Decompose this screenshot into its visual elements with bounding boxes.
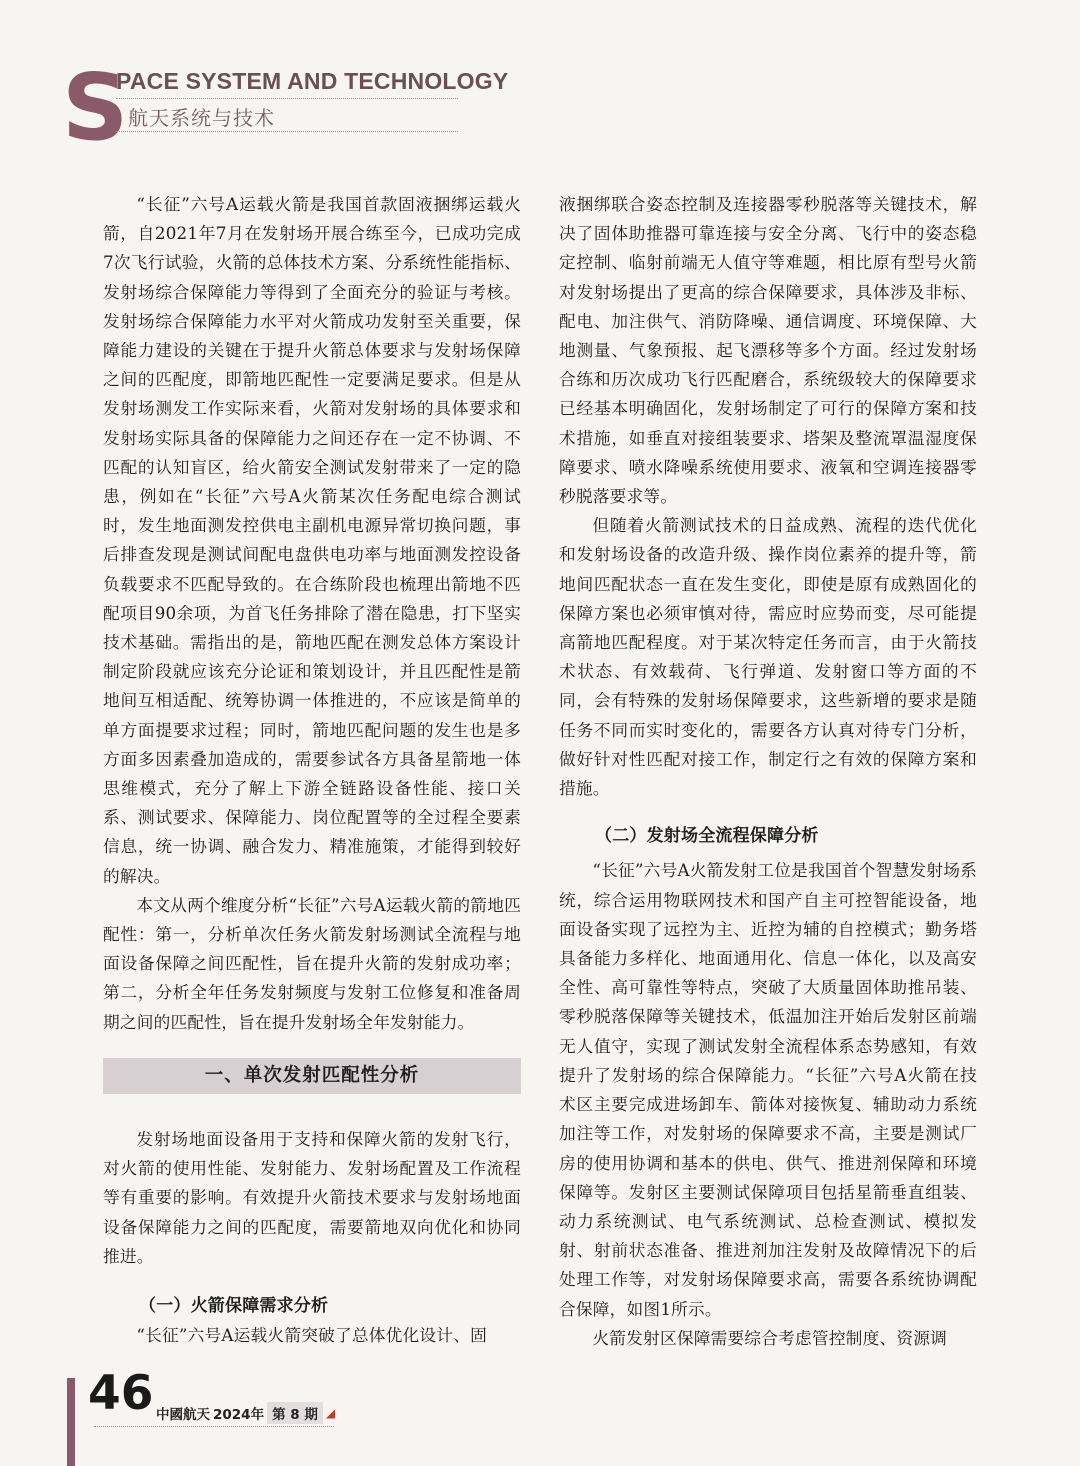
subsection-heading: （二）发射场全流程保障分析: [595, 826, 819, 847]
page-number: 46: [88, 1366, 154, 1421]
paragraph: 液捆绑联合姿态控制及连接器零秒脱落等关键技术，解决了固体助推器可靠连接与安全分离、飞行中的姿态稳定控制、临射前端无人值守等难题，相比原有型号火箭对发射场提出了更高的综合保障要求，具体涉及非标、配电、加注供气、消防降噪、通信调度、环境保障、大地测量、气象预报、起飞漂移等多个方面。经过发射场合练和历次成功飞行匹配磨合，系统级较大的保障要求已经基本明确固化，发射场制定了可行的保障方案和技术措施，如垂直对接组装要求、塔架及整流罩温湿度保障要求、喷水降噪系统使用要求、液氧和空调连接器零秒脱落要求等。: [559, 194, 977, 507]
subsection-heading: （一）火箭保障需求分析: [139, 1295, 329, 1316]
footer-accent-bar: [67, 1378, 75, 1466]
left-column: [103, 190, 521, 1350]
paragraph: “长征”六号A运载火箭突破了总体优化设计、固: [136, 1325, 487, 1346]
paragraph: 本文从两个维度分析“长征”六号A运载火箭的箭地匹配性：第一，分析单次任务火箭发射场测试全流程与地面设备保障之间匹配性，旨在提升火箭的发射成功率；第二，分析全年任务发射频度与发射工位修复和准备周期之间的匹配性，旨在提升发射场全年发射能力。: [103, 894, 521, 1032]
issue-number: 第 8 期: [267, 1402, 323, 1424]
header-divider-top: [116, 98, 458, 99]
magazine-name: 中國航天: [156, 1407, 210, 1423]
footer-divider: [94, 1426, 334, 1427]
paragraph: 但随着火箭测试技术的日益成熟、流程的迭代优化和发射场设备的改造升级、操作岗位素养的提升等，箭地间匹配状态一直在发生变化，即使是原有成熟固化的保障方案也必须审慎对待，需应时应势而变，尽可能提高箭地匹配程度。对于某次特定任务而言，由于火箭技术状态、有效载荷、飞行弹道、发射窗口等方面的不同，会有特殊的发射场保障要求，这些新增的要求是随任务不同而实时变化的，需要各方认真对待专门分析，做好针对性匹配对接工作，制定行之有效的保障方案和措施。: [559, 515, 977, 799]
section-heading: 一、单次发射匹配性分析: [103, 1058, 521, 1094]
header-divider-bottom: [116, 131, 458, 132]
header-title-cn: 航天系统与技术: [128, 106, 275, 130]
corner-mark-icon: ◢: [325, 1406, 336, 1420]
footer-info: [156, 1402, 335, 1424]
publication-year: 2024年: [213, 1407, 265, 1423]
header-logo-initial: S: [62, 54, 129, 161]
header-title-en: PACE SYSTEM AND TECHNOLOGY: [116, 68, 509, 94]
paragraph: 发射场地面设备用于支持和保障火箭的发射飞行，对火箭的使用性能、发射能力、发射场配置及工作流程等有重要的影响。有效提升火箭技术要求与发射场地面设备保障能力之间的匹配度，需要箭地双向优化和协同推进。: [103, 1128, 521, 1266]
paragraph: “长征”六号A运载火箭是我国首款固液捆绑运载火箭，自2021年7月在发射场开展合练至今，已成功完成7次飞行试验，火箭的总体技术方案、分系统性能指标、发射场综合保障能力等得到了全面充分的验证与考核。发射场综合保障能力水平对火箭成功发射至关重要，保障能力建设的关键在于提升火箭总体要求与发射场保障之间的匹配度，即箭地匹配性一定要满足要求。但是从发射场测发工作实际来看，火箭对发射场的具体要求和发射场实际具备的保障能力之间还存在一定不协调、不匹配的认知盲区，给火箭安全测试发射带来了一定的隐患，例如在“长征”六号A火箭某次任务配电综合测试时，发生地面测发控供电主副机电源异常切换问题，事后排查发现是测试间配电盘供电功率与地面测发控设备负载要求不匹配导致的。在合练阶段也梳理出箭地不匹配项目90余项，为首飞任务排除了潜在隐患，打下坚实技术基础。需指出的是，箭地匹配在测发总体方案设计制定阶段就应该充分论证和策划设计，并且匹配性是箭地间互相适配、统筹协调一体推进的，不应该是简单的单方面提要求过程；同时，箭地匹配问题的发生也是多方面多因素叠加造成的，需要参试各方具备星箭地一体思维模式，充分了解上下游全链路设备性能、接口关系、测试要求、保障能力、岗位配置等的全过程全要素信息，统一协调、融合发力、精准施策，才能得到较好的解决。: [103, 194, 521, 886]
right-column: [559, 190, 977, 1353]
paragraph: 火箭发射区保障需要综合考虑管控制度、资源调: [592, 1327, 948, 1348]
paragraph: “长征”六号A火箭发射工位是我国首个智慧发射场系统，综合运用物联网技术和国产自主可控智能设备，地面设备实现了远控为主、近控为辅的自控模式；勤务塔具备能力多样化、地面通用化、信息一体化，以及高安全性、高可靠性等特点，突破了大质量固体助推吊装、零秒脱落保障等关键技术，低温加注开始后发射区前端无人值守，实现了测试发射全流程体系态势感知，有效提升了发射场的综合保障能力。“长征”六号A火箭在技术区主要完成进场卸车、箭体对接恢复、辅助动力系统加注等工作，对发射场的保障要求不高，主要是测试厂房的使用协调和基本的供电、供气、推进剂保障和环境保障等。发射区主要测试保障项目包括星箭垂直组装、动力系统测试、电气系统测试、总检查测试、模拟发射、射前状态准备、推进剂加注发射及故障情况下的后处理工作等，对发射场保障要求高，需要各系统协调配合保障，如图1所示。: [559, 860, 977, 1319]
